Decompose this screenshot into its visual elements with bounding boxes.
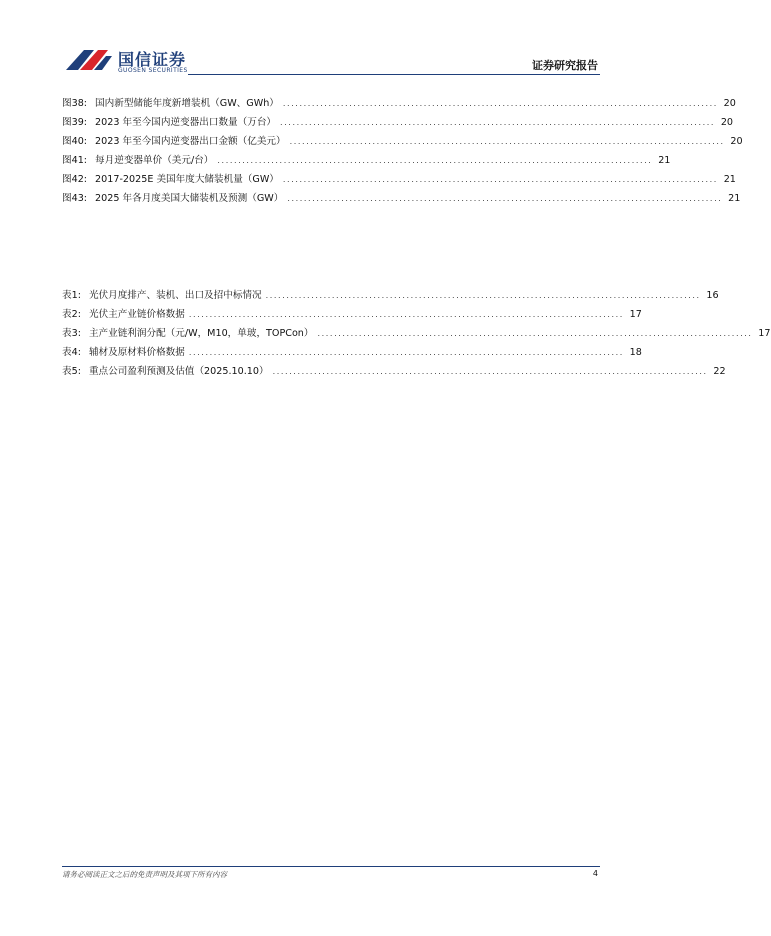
- report-type-title: 证券研究报告: [532, 59, 598, 72]
- header-divider: [188, 74, 600, 75]
- page-header: [0, 0, 662, 80]
- figure-title: 2023 年至今国内逆变器出口数量（万台）: [95, 117, 277, 128]
- toc-row-figure[interactable]: [62, 189, 741, 208]
- page-ref: 17: [629, 309, 642, 320]
- figure-label: 图38:: [62, 98, 88, 109]
- figure-title: 2023 年至今国内逆变器出口金额（亿美元）: [95, 136, 286, 147]
- page-ref: 21: [658, 155, 671, 166]
- toc-row-table[interactable]: [62, 343, 642, 362]
- leader-dots: .........................................................................................................: [282, 99, 718, 108]
- leader-dots: .........................................................................................................: [272, 367, 708, 376]
- toc-row-table[interactable]: [62, 305, 642, 324]
- logo-text-cn: 国信证券: [118, 50, 187, 69]
- guosen-logo-icon: [64, 44, 114, 78]
- table-title: 光伏主产业链价格数据: [88, 309, 185, 320]
- figure-title: 2025 年各月度美国大储装机及预测（GW）: [95, 193, 284, 204]
- figure-label: 图43:: [62, 193, 88, 204]
- table-label: 表5:: [62, 366, 81, 377]
- leader-dots: .........................................................................................................: [280, 118, 716, 127]
- leader-dots: .........................................................................................................: [289, 137, 725, 146]
- figure-title: 2017-2025E 美国年度大储装机量（GW）: [95, 174, 279, 185]
- figure-label: 图39:: [62, 117, 88, 128]
- leader-dots: .........................................................................................................: [188, 310, 624, 319]
- page-ref: 20: [720, 117, 734, 128]
- table-label: 表2:: [62, 309, 81, 320]
- figure-list: [62, 94, 743, 208]
- toc-row-figure[interactable]: [62, 170, 736, 189]
- leader-dots: .........................................................................................................: [217, 156, 653, 165]
- logo-text-en: GUOSEN SECURITIES: [118, 67, 188, 74]
- leader-dots: .........................................................................................................: [287, 194, 723, 203]
- page-ref: 20: [723, 98, 736, 109]
- table-list: [62, 286, 771, 381]
- table-title: 重点公司盈利预测及估值（2025.10.10）: [88, 366, 269, 377]
- footer-disclaimer: 请务必阅读正文之后的免责声明及其项下所有内容: [62, 870, 227, 879]
- page-number: 4: [592, 869, 598, 878]
- toc-row-figure[interactable]: [62, 94, 736, 113]
- table-label: 表3:: [62, 328, 81, 339]
- toc-row-figure[interactable]: [62, 113, 734, 132]
- table-label: 表1:: [62, 290, 81, 301]
- figure-label: 图42:: [62, 174, 88, 185]
- table-label: 表4:: [62, 347, 81, 358]
- leader-dots: .........................................................................................................: [317, 329, 753, 338]
- page-ref: 20: [730, 136, 743, 147]
- toc-row-figure[interactable]: [62, 132, 743, 151]
- figure-title: 每月逆变器单价（美元/台）: [95, 155, 214, 166]
- page-ref: 18: [629, 347, 642, 358]
- page-ref: 17: [758, 328, 771, 339]
- toc-row-table[interactable]: [62, 362, 726, 381]
- page-ref: 21: [728, 193, 741, 204]
- figure-label: 图40:: [62, 136, 88, 147]
- figure-label: 图41:: [62, 155, 88, 166]
- figure-title: 国内新型储能年度新增装机（GW、GWh）: [95, 98, 279, 109]
- table-title: 主产业链利润分配（元/W，M10，单玻，TOPCon）: [88, 328, 314, 339]
- leader-dots: .........................................................................................................: [265, 291, 701, 300]
- table-title: 光伏月度排产、装机、出口及招中标情况: [88, 290, 262, 301]
- page-ref: 22: [713, 366, 726, 377]
- table-title: 辅材及原材料价格数据: [88, 347, 185, 358]
- toc-row-figure[interactable]: [62, 151, 671, 170]
- page-ref: 21: [723, 174, 736, 185]
- leader-dots: .........................................................................................................: [282, 175, 718, 184]
- leader-dots: .........................................................................................................: [188, 348, 624, 357]
- toc-row-table[interactable]: [62, 286, 719, 305]
- footer-divider: [62, 866, 600, 867]
- toc-row-table[interactable]: [62, 324, 771, 343]
- page-ref: 16: [706, 290, 719, 301]
